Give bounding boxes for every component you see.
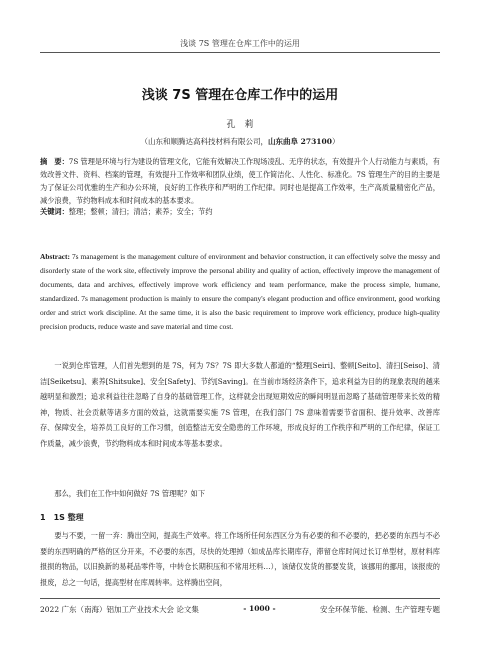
paper-title: 浅谈 7S 管理在仓库工作中的运用 (141, 88, 339, 103)
affiliation (0, 136, 480, 147)
affiliation-suffix: ） (331, 137, 340, 146)
footer-topic: 安全环保节能、检测、生产管理专题 (320, 605, 440, 614)
abstract-cn (40, 155, 440, 207)
body-paragraph-3: 要与不要，一留一弃：腾出空间，提高生产效率。将工作场所任何东西区分为有必要的和不必要的，把必要的东西与不必要的东西明确的严格的区分开来，不必要的东西，尽快的处理掉（如成品库长期库存，滞留仓库时间过长订单型材，原材料库报损的物品，以旧换新的易耗品零件等，中转仓长期积压和不常用坯料…），该储仅发货的都要发货，该挪用的挪用，该报废的报废，总之一句话，提高型材在库周转率。这样腾出空间， (40, 531, 440, 587)
abstract-cn-label: 摘 要： (40, 157, 69, 166)
abstract-en (40, 250, 440, 334)
running-head: 浅谈 7S 管理在仓库工作中的运用 (180, 39, 300, 48)
abstract-en-text: 7s management is the management culture of environment and behavior construction, it can effectively solve the messy and disorderly state of the work site, effectively improve the personal ability and quality of action, effectively improve the management of documents, data and archives, effectively improve work efficiency and team performance, make the process simple, humane, standardized. 7s management production is mainly to ensure the company's elegant production and office environment, good working order and strict work discipline. At the same time, it is also the basic requirement to improve work efficiency, produce high-quality precision products, reduce waste and save material and time cost. (40, 252, 440, 331)
author: 孔 莉 (226, 120, 254, 130)
page-footer (40, 604, 440, 615)
section-heading-1s: 1 1S 整理 (40, 513, 84, 522)
body-paragraph-2: 那么，我们在工作中如何做好 7S 管理呢？如下 (54, 489, 206, 498)
keywords-cn-text: 整理；整顿；清扫；清洁；素养；安全；节约 (68, 207, 213, 216)
page-number: - 1000 - (243, 604, 276, 613)
keywords-cn-label: 关键词： (40, 207, 69, 216)
footer-proceedings: 2022 广东（南海）铝加工产业技术大会 论文集 (40, 605, 199, 614)
body-paragraph-1: 一说到仓库管理，人们首先想到的是 7S，何为 7S？7S 即大多数人都道的“整理[Seiri]、整顿[Seito]、清扫[Seiso]、清洁[Seiketsu]、素养[Shitsuke]、安全[Safety]、节约[Saving]。在当前市场经济条件下，追求利益为目的的现象表现的越来越明显和激烈；追求利益往往忽略了自身的基础管理工作，这样就会出现短期效应的瞬间明显而忽略了基础管理带来长效的精神，物质、社会贡献等诸多方面的效益，这就需要实施 7S 管理，在我们部门 7S 意味着需要节省面积、提升效率、改善库存、保障安全，培养员工良好的工作习惯，创造整洁无安全隐患的工作环境，形成良好的工作秩序和严明的工作纪律，保证工作质量，减少浪费，节约物料成本和时间成本等基本要求。 (40, 361, 440, 448)
affiliation-prefix: （山东和顺腾达高科技材料有限公司， (140, 137, 269, 146)
footer-rule (40, 598, 440, 599)
header-rule (40, 52, 440, 53)
abstract-cn-text: 7S 管理是环境与行为建设的管理文化，它能有效解决工作现场凌乱、无序的状态，有效提升个人行动能力与素质，有效改善文件、资料、档案的管理，有效提升工作效率和团队业绩，使工作简洁化、人性化、标准化。7S 管理生产的目的主要是为了保证公司优雅的生产和办公环境，良好的工作秩序和严明的工作纪律。同时也是提高工作效率，生产高质量精密化产品，减少浪费，节约物料成本和时间成本的基本要求。 (40, 157, 440, 205)
abstract-en-label: Abstract: (40, 252, 70, 261)
keywords-cn (40, 205, 440, 218)
affiliation-location: 山东曲阜 273100 (268, 137, 332, 146)
